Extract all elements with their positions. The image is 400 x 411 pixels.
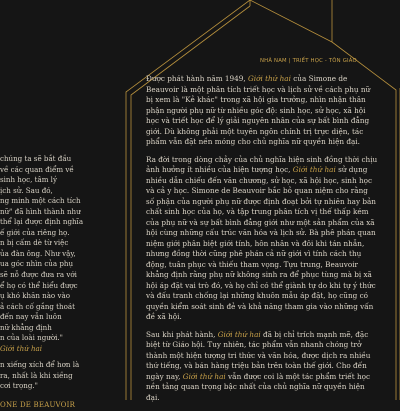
quote-line: ua góc nhìn của phụ [0,259,74,269]
synopsis-paragraph-1 [146,74,378,148]
book-title: Giới thứ hai [247,74,291,83]
series-label [260,58,357,64]
quote-line: cơi trọng." [0,381,38,391]
quote-column [0,154,98,411]
quote-line: nữ" đã hình thành như [0,206,81,216]
synopsis-paragraph-3 [146,330,378,404]
quote-line: đến nay vẫn luôn [0,312,62,322]
book-title: Giới thứ hai [217,329,261,339]
series-category: TRIẾT HỌC - TÔN GIÁO [292,58,357,64]
synopsis-paragraph-2 [146,155,378,323]
quote-line: nữ khẳng định [0,322,52,332]
quote-line: n của loài người." [0,333,63,343]
quote-line: n bị cấm dè từ việc [0,238,69,248]
quote-line: n xiếng xích để hơn là [0,360,80,370]
quote-book-title: Giới thứ hai [0,343,43,353]
quote-author: ONE DE BEAUVOIR [0,401,76,410]
quote-line: ủa đàn ông. Như vậy, [0,248,76,258]
text-run: vẫn được coi là một tác phẩm triết học nền tảng quan trọng bậc nhất của chủ nghĩa nữ quyền hiện đại. [146,371,371,402]
text-run: Sau khi phát hành, [146,329,218,339]
quote-line: ế giới của riêng họ. [0,227,70,237]
text-run: Được phát hành năm 1949, [146,74,248,83]
quote-line: ể họ có thể hiểu được [0,280,78,290]
quote-line: sẽ nỗ được đưa ra với [0,270,77,280]
quote-line: sinh học, tâm lý [0,175,57,185]
quote-line: ra, nhất là khi xiềng [0,370,73,380]
quote-line: ụ khó khăn nào vào [0,291,70,301]
quote-line: về các quan điểm về [0,164,74,174]
quote-line: thể lại được định nghĩa [0,217,84,227]
text-run: Ra đời trong dòng chảy của chủ nghĩa hiện sinh đồng thời chịu ảnh hưởng ít nhiều của hiện tượng học, [146,154,378,174]
quote-line: ng minh một cách tích [0,196,81,206]
book-title: Giới thứ hai [292,165,336,174]
quote-line: ả cách cố gắng thoát [0,301,75,311]
synopsis-column [146,74,378,410]
text-run: sử dụng nhiều dẫn chiếu đến văn chương, sử học, xã hội học, sinh học và cả y học. Simone de Beauvoir bắc bỏ quan niệm cho rằng số phận của người phụ nữ được định đoạt bởi tự nhiên hay bản chất sinh học của họ, và tập trung phân tích vị thế thấp kém của phụ nữ và sự bất bình đẳng giới như một sản phẩm của xã hội cùng những cấu trúc văn hóa và lịch sử. Bà phê phán quan niệm giới phân biệt giới tính, hôn nhân và đôi khi tán nhẫn, nhưng đồng thời cũng phê phán cả nữ giới vì tính cách thụ động, tuân phục và thiếu tham vọng. Tựu trung, Beauvoir khẳng định rằng phụ nữ không sinh ra để phục tùng mà bị xã hội áp đặt vai trò đó, và họ chỉ có thể giành tự do khi tự ý thức và đấu tranh chống lại những khuôn mẫu áp đặt, họ cũng có quyền kiểm soát sinh đẻ và khả năng tham gia vào những vấn đề xã hội. [146,165,376,321]
text-run: đã bị chỉ trích mạnh mẽ, đặc biệt từ Giáo hội. Tuy nhiên, tác phẩm vẫn nhanh chóng trở thành một hiện tượng tri thức và văn hóa, được dịch ra nhiều thứ tiếng, và bán hàng triệu bản trên toàn thế giới. Cho đến ngày nay, [146,329,371,381]
publisher-name: NHÃ NAM [260,58,287,64]
book-title: Giới thứ hai [182,371,226,381]
quote-line: chúng ta sẽ bắt đầu [0,154,72,163]
text-run: của Simone de Beauvoir là một phân tích triết học và lịch sử về cách phụ nữ bị xem là "Kẻ khác" trong xã hội gia trưởng, nhìn nhận thân phận người phụ nữ từ nhiều góc độ: sinh học, sử học, xã hội học và triết học để lý giải nguyên nhân của sự bất bình đẳng giới. Dù không phải một tuyên ngôn chính trị trực diện, tác phẩm vẫn đặt nền móng cho chủ nghĩa nữ quyền hiện đại. [146,74,371,146]
quote-line: ịch sử. Sau đó, [0,185,53,195]
series-separator: | [286,58,293,64]
